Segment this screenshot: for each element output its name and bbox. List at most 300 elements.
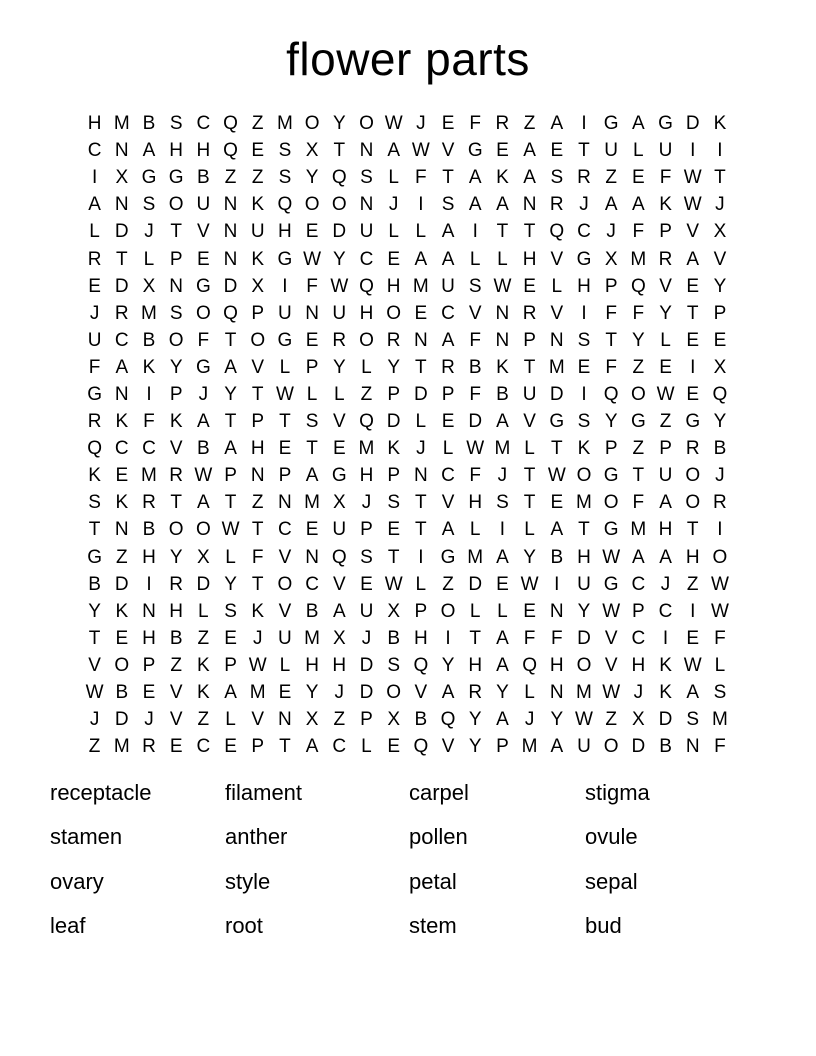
grid-cell: L [524, 519, 535, 541]
grid-cell: E [496, 140, 509, 162]
grid-cell: V [278, 546, 292, 568]
grid-cell: N [413, 465, 428, 487]
grid-cell: W [493, 275, 512, 297]
grid-cell: S [360, 546, 373, 568]
grid-cell: P [632, 600, 645, 622]
grid-cell: G [467, 140, 483, 162]
grid-cell: A [659, 492, 672, 514]
grid-cell: I [499, 519, 506, 541]
grid-cell: D [577, 627, 591, 649]
grid-cell: N [685, 736, 700, 758]
grid-cell: U [658, 140, 673, 162]
word-list-item: ovule [585, 824, 638, 850]
grid-cell: Y [88, 600, 101, 622]
grid-cell: E [414, 302, 428, 324]
grid-cell: T [442, 167, 454, 189]
grid-cell: J [388, 194, 399, 216]
grid-cell: U [577, 736, 591, 758]
grid-cell: L [633, 140, 644, 162]
grid-cell: E [577, 356, 591, 378]
grid-cell: T [605, 329, 617, 351]
grid-cell: Z [686, 573, 699, 595]
grid-cell: S [169, 113, 183, 135]
grid-cell: A [496, 546, 509, 568]
grid-cell: K [115, 492, 129, 514]
grid-cell: W [683, 194, 702, 216]
grid-cell: K [659, 654, 672, 676]
grid-cell: H [87, 113, 102, 135]
grid-cell: V [88, 654, 101, 676]
grid-cell: Q [331, 546, 347, 568]
grid-cell: C [278, 519, 292, 541]
word-list [50, 782, 765, 959]
grid-cell: H [142, 627, 156, 649]
word-list-item: stamen [50, 824, 123, 850]
grid-cell: A [550, 736, 564, 758]
grid-cell: L [333, 383, 345, 405]
grid-cell: A [604, 194, 618, 216]
grid-cell: A [686, 248, 700, 270]
grid-cell: G [685, 411, 701, 433]
grid-cell: T [224, 492, 237, 514]
grid-cell: M [576, 682, 592, 704]
grid-cell: S [550, 167, 564, 189]
grid-cell: H [658, 519, 673, 541]
grid-cell: K [496, 356, 509, 378]
grid-cell: A [523, 167, 536, 189]
grid-cell: U [522, 383, 537, 405]
grid-cell: L [89, 221, 100, 243]
grid-cell: K [496, 167, 509, 189]
grid-cell: T [550, 438, 563, 460]
grid-cell: E [686, 329, 700, 351]
grid-cell: H [305, 654, 319, 676]
grid-cell: C [142, 438, 156, 460]
grid-cell: A [305, 465, 319, 487]
grid-cell: L [306, 383, 318, 405]
word-list-item: bud [585, 912, 622, 938]
grid-cell: I [146, 573, 152, 595]
grid-cell: W [602, 682, 621, 704]
grid-cell: M [141, 465, 157, 487]
grid-cell: R [577, 167, 591, 189]
grid-cell: R [522, 302, 537, 324]
grid-cell: Q [331, 167, 347, 189]
grid-cell: E [632, 167, 645, 189]
grid-cell: V [468, 302, 482, 324]
grid-cell: K [387, 438, 400, 460]
grid-cell: M [304, 627, 320, 649]
grid-cell: T [251, 383, 264, 405]
grid-cell: F [415, 167, 427, 189]
grid-cell: Y [332, 356, 346, 378]
grid-cell: A [496, 627, 509, 649]
grid-cell: B [169, 627, 183, 649]
grid-cell: T [415, 356, 427, 378]
grid-cell: G [576, 248, 592, 270]
grid-cell: A [468, 167, 482, 189]
grid-cell: W [710, 573, 729, 595]
grid-cell: F [197, 329, 210, 351]
grid-cell: G [630, 411, 646, 433]
grid-cell: O [114, 654, 130, 676]
grid-cell: V [713, 248, 727, 270]
grid-cell: T [224, 411, 237, 433]
grid-cell: F [523, 627, 536, 649]
grid-cell: O [304, 194, 320, 216]
grid-cell: T [333, 140, 346, 162]
grid-cell: Z [442, 573, 454, 595]
grid-cell: J [579, 194, 589, 216]
grid-cell: K [88, 465, 101, 487]
grid-cell: Y [224, 573, 237, 595]
grid-cell: J [715, 194, 725, 216]
grid-cell: W [466, 438, 485, 460]
grid-cell: L [279, 654, 291, 676]
grid-cell: Y [224, 383, 237, 405]
grid-cell: G [603, 113, 619, 135]
grid-cell: J [416, 113, 426, 135]
grid-cell: I [91, 167, 98, 189]
grid-cell: I [717, 519, 723, 541]
grid-cell: O [712, 546, 728, 568]
grid-cell: N [549, 682, 564, 704]
grid-cell: K [577, 438, 591, 460]
word-list-item: pollen [409, 824, 468, 850]
grid-cell: R [142, 736, 156, 758]
grid-cell: J [144, 709, 154, 731]
grid-cell: V [197, 221, 210, 243]
grid-cell: A [197, 492, 210, 514]
grid-cell: L [524, 438, 535, 460]
grid-cell: Y [659, 302, 672, 324]
grid-cell: B [387, 627, 400, 649]
grid-cell: D [631, 736, 646, 758]
grid-cell: B [142, 329, 156, 351]
grid-cell: N [169, 275, 184, 297]
grid-cell: R [495, 113, 510, 135]
grid-cell: Y [441, 654, 455, 676]
grid-cell: E [251, 140, 265, 162]
grid-cell: X [332, 627, 346, 649]
grid-cell: I [717, 140, 723, 162]
grid-cell: L [469, 519, 481, 541]
grid-cell: H [359, 302, 374, 324]
grid-cell: Z [605, 709, 617, 731]
grid-cell: I [146, 383, 152, 405]
grid-cell: F [632, 221, 645, 243]
grid-cell: J [524, 709, 535, 731]
grid-cell: L [361, 736, 372, 758]
grid-cell: Q [359, 275, 374, 297]
grid-cell: M [630, 519, 647, 541]
grid-cell: F [88, 356, 101, 378]
grid-cell: G [195, 356, 211, 378]
grid-cell: V [604, 654, 618, 676]
grid-cell: L [388, 221, 399, 243]
grid-cell: I [581, 302, 587, 324]
grid-cell: B [115, 682, 129, 704]
grid-cell: C [577, 221, 591, 243]
grid-cell: Y [468, 736, 482, 758]
grid-cell: P [169, 248, 183, 270]
grid-cell: D [359, 654, 374, 676]
grid-cell: X [632, 709, 645, 731]
grid-cell: S [713, 682, 727, 704]
grid-cell: H [169, 140, 184, 162]
grid-cell: K [115, 600, 129, 622]
grid-cell: Y [523, 546, 536, 568]
grid-cell: X [305, 709, 319, 731]
grid-cell: P [251, 736, 265, 758]
grid-cell: P [523, 329, 536, 351]
grid-cell: A [224, 438, 237, 460]
grid-cell: O [685, 465, 701, 487]
grid-cell: O [576, 465, 592, 487]
grid-cell: E [441, 113, 455, 135]
grid-cell: T [523, 221, 536, 243]
grid-cell: S [496, 492, 509, 514]
grid-cell: Q [712, 383, 728, 405]
grid-cell: E [523, 275, 536, 297]
grid-cell: Y [169, 546, 183, 568]
grid-cell: L [143, 248, 155, 270]
grid-cell: H [250, 438, 265, 460]
grid-cell: T [523, 356, 536, 378]
grid-cell: T [578, 140, 590, 162]
grid-cell: J [606, 221, 616, 243]
grid-cell: J [361, 627, 372, 649]
grid-cell: S [88, 492, 101, 514]
grid-cell: Y [604, 411, 618, 433]
grid-cell: R [549, 194, 564, 216]
grid-cell: P [251, 302, 265, 324]
grid-cell: L [497, 248, 508, 270]
grid-cell: Z [251, 113, 264, 135]
grid-cell: Z [632, 438, 645, 460]
grid-cell: G [141, 167, 157, 189]
grid-cell: M [113, 113, 130, 135]
grid-cell: Q [359, 411, 374, 433]
grid-cell: Q [522, 654, 537, 676]
grid-cell: X [387, 709, 400, 731]
grid-cell: S [468, 275, 482, 297]
grid-cell: M [630, 248, 647, 270]
grid-cell: C [196, 113, 211, 135]
grid-cell: M [304, 492, 320, 514]
grid-cell: B [659, 736, 672, 758]
grid-cell: W [602, 546, 621, 568]
grid-cell: T [251, 519, 264, 541]
grid-cell: W [683, 654, 702, 676]
grid-cell: I [418, 546, 424, 568]
grid-cell: A [632, 194, 645, 216]
grid-cell: L [225, 546, 236, 568]
grid-cell: M [412, 275, 429, 297]
grid-cell: C [114, 438, 129, 460]
grid-cell: W [384, 113, 403, 135]
grid-cell: Q [549, 221, 565, 243]
grid-cell: R [169, 465, 184, 487]
grid-cell: J [144, 221, 154, 243]
grid-cell: N [549, 329, 564, 351]
grid-cell: O [603, 492, 619, 514]
grid-cell: A [496, 709, 509, 731]
grid-cell: S [387, 654, 400, 676]
word-list-item: ovary [50, 868, 104, 894]
grid-cell: G [549, 411, 565, 433]
grid-cell: I [554, 573, 560, 595]
grid-cell: Z [251, 492, 264, 514]
grid-cell: N [114, 194, 129, 216]
grid-cell: L [415, 221, 427, 243]
grid-cell: U [332, 519, 347, 541]
grid-cell: E [88, 275, 101, 297]
grid-cell: Y [632, 329, 645, 351]
grid-cell: V [169, 682, 183, 704]
grid-cell: G [277, 248, 293, 270]
grid-cell: Z [88, 736, 101, 758]
grid-cell: G [440, 546, 456, 568]
grid-cell: A [441, 248, 455, 270]
grid-cell: Q [87, 438, 102, 460]
grid-cell: W [520, 573, 539, 595]
grid-cell: X [115, 167, 129, 189]
grid-cell: W [384, 573, 403, 595]
grid-cell: S [577, 329, 591, 351]
grid-cell: C [114, 329, 129, 351]
grid-cell: X [305, 140, 319, 162]
grid-cell: E [115, 465, 129, 487]
grid-cell: H [468, 492, 483, 514]
grid-cell: C [441, 302, 455, 324]
grid-cell: W [656, 383, 675, 405]
grid-cell: X [713, 221, 727, 243]
grid-cell: N [359, 140, 374, 162]
grid-cell: P [360, 709, 373, 731]
grid-cell: K [115, 411, 129, 433]
grid-cell: L [469, 248, 481, 270]
grid-cell: D [386, 411, 401, 433]
grid-cell: G [658, 113, 673, 135]
grid-cell: L [714, 654, 726, 676]
grid-cell: S [577, 411, 591, 433]
grid-cell: A [224, 682, 237, 704]
grid-cell: Q [277, 194, 293, 216]
grid-cell: E [523, 600, 536, 622]
grid-cell: V [550, 248, 564, 270]
grid-cell: A [496, 654, 509, 676]
grid-cell: Y [468, 709, 482, 731]
grid-cell: C [658, 600, 673, 622]
grid-cell: K [659, 194, 672, 216]
grid-cell: S [360, 167, 373, 189]
grid-cell: A [496, 411, 509, 433]
grid-cell: I [581, 383, 587, 405]
grid-cell: O [250, 329, 266, 351]
grid-cell: U [577, 573, 591, 595]
grid-cell: F [550, 627, 563, 649]
grid-cell: P [360, 519, 373, 541]
grid-cell: H [169, 600, 184, 622]
grid-cell: I [418, 194, 424, 216]
grid-cell: Q [223, 113, 238, 135]
grid-cell: F [251, 546, 264, 568]
grid-cell: Y [496, 682, 509, 704]
grid-cell: P [713, 302, 727, 324]
grid-cell: Z [197, 709, 210, 731]
grid-cell: T [469, 627, 482, 649]
grid-cell: L [361, 356, 372, 378]
grid-cell: L [198, 600, 209, 622]
grid-cell: T [88, 627, 101, 649]
grid-cell: F [469, 383, 482, 405]
grid-cell: D [114, 573, 129, 595]
grid-cell: J [715, 465, 725, 487]
grid-cell: R [468, 682, 483, 704]
grid-cell: I [472, 221, 478, 243]
grid-cell: R [441, 356, 455, 378]
grid-cell: R [87, 411, 102, 433]
word-list-item: receptacle [50, 780, 152, 805]
grid-cell: P [496, 736, 509, 758]
grid-cell: W [683, 167, 702, 189]
grid-cell: Z [251, 167, 264, 189]
grid-cell: R [87, 248, 102, 270]
grid-cell: K [251, 600, 265, 622]
grid-cell: N [114, 519, 129, 541]
grid-cell: O [359, 113, 374, 135]
grid-cell: F [469, 329, 482, 351]
grid-cell: P [142, 654, 156, 676]
grid-cell: Z [197, 627, 210, 649]
grid-cell: B [197, 438, 210, 460]
grid-cell: W [547, 465, 566, 487]
grid-cell: X [713, 356, 727, 378]
grid-cell: F [632, 302, 645, 324]
grid-cell: V [251, 709, 265, 731]
grid-cell: H [359, 465, 374, 487]
grid-cell: D [223, 275, 238, 297]
grid-cell: X [197, 546, 210, 568]
grid-cell: Y [387, 356, 400, 378]
grid-cell: V [169, 438, 183, 460]
grid-cell: U [441, 275, 455, 297]
grid-cell: W [275, 383, 294, 405]
grid-cell: H [196, 140, 211, 162]
grid-cell: F [605, 356, 617, 378]
grid-cell: F [469, 113, 482, 135]
grid-cell: I [662, 627, 669, 649]
grid-cell: A [632, 546, 645, 568]
grid-cell: E [197, 248, 210, 270]
grid-cell: Z [659, 411, 672, 433]
grid-cell: N [278, 492, 292, 514]
grid-cell: E [659, 356, 672, 378]
grid-cell: V [686, 221, 700, 243]
grid-cell: N [278, 709, 292, 731]
grid-cell: Q [413, 736, 429, 758]
grid-cell: I [690, 140, 696, 162]
grid-cell: J [89, 302, 100, 324]
grid-cell: N [223, 221, 238, 243]
grid-cell: C [196, 736, 211, 758]
grid-cell: Z [115, 546, 128, 568]
grid-cell: Z [170, 654, 182, 676]
grid-cell: B [468, 356, 482, 378]
grid-cell: G [277, 329, 293, 351]
grid-cell: V [414, 682, 428, 704]
